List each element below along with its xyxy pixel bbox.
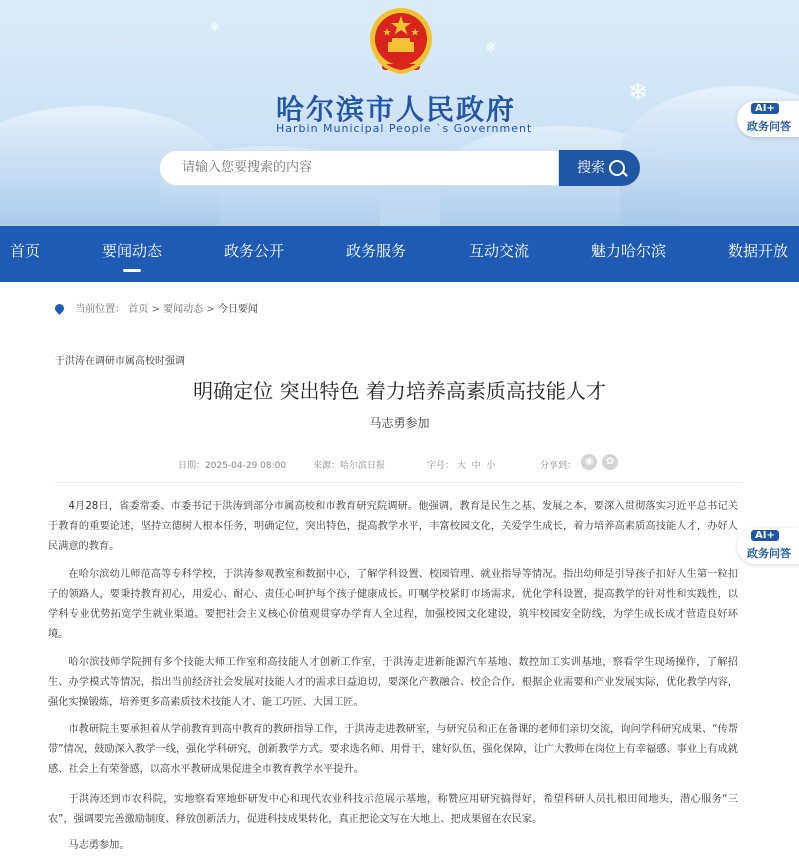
search-button[interactable]: [559, 150, 640, 186]
search-input[interactable]: [180, 159, 544, 176]
wechat-icon[interactable]: ✿: [602, 454, 618, 470]
divider: [55, 482, 743, 483]
article-paragraph: 在哈尔滨幼儿师范高等专科学校，于洪涛参观教室和数据中心，了解学科设置、校园管理、就业指导等情况。指出幼师是引导孩子扣好人生第一粒扣子的领路人，要秉持教育初心，用爱心、耐心、责任心呵护每个孩子健康成长。叮嘱学校紧盯市场需求，优化学科设置，提高教学的针对性和实践性，以学科专业优势拓宽学生就业渠道。要把社会主义核心价值观贯穿办学育人全过程，加强校园文化建设，筑牢校园安全防线，为学生成长成才营造良好环境。: [48, 569, 738, 640]
breadcrumb-separator: >: [151, 304, 164, 315]
article-paragraph: 哈尔滨技师学院拥有多个技能大师工作室和高技能人才创新工作室，于洪涛走进新能源汽车基地、数控加工实训基地，察看学生现场操作，了解招生、办学模式等情况，指出当前经济社会发展对技能人才的需求日益迫切，要深化产教融合、校企合作，根据企业需要和产业发展实际，优化教学内容，强化实操锻炼，培养更多高素质技术技能人才、能工巧匠、大国工匠。: [48, 657, 738, 708]
location-pin-icon: [53, 302, 66, 315]
nav-item-open-data[interactable]: 数据开放: [728, 242, 789, 260]
snowflake-icon: ❄: [210, 20, 221, 34]
snowflake-icon: ❄: [628, 78, 649, 106]
article-date: 日期：2025-04-29 08:00: [178, 461, 287, 471]
article-kicker: 于洪涛在调研市属高校时强调: [55, 356, 185, 367]
search-button-label: 搜索: [577, 160, 605, 176]
article-paragraph: 于洪涛还到市农科院，实地察看寒地虾研发中心和现代农业科技示范展示基地，称赞应用研究搞得好，希望科研人员扎根田间地头，潜心服务“三农”，强调要完善激励制度、释放创新活力，促进科技成果转化，真正把论文写在大地上、把成果留在农民家。: [48, 794, 738, 825]
article-paragraph: 4月28日，省委常委、市委书记于洪涛到部分市属高校和市教育研究院调研。他强调，教育是民生之基、发展之本，要深入贯彻落实习近平总书记关于教育的重要论述，坚持立德树人根本任务，明确定位，突出特色，提高教学水平，丰富校园文化，关爱学生成长，着力培养高素质高技能人才，办好人民满意的教育。: [48, 501, 738, 552]
national-emblem: [368, 6, 434, 80]
font-size-small[interactable]: 小: [486, 461, 496, 471]
article-paragraph: 市教研院主要承担着从学前教育到高中教育的教研指导工作，于洪涛走进教研室，与研究员和正在备课的老师们亲切交流，询问学科研究成果、“传帮带”情况，鼓励深入教学一线，强化学科研究，创新教学方式。要求选名师、用骨干，建好队伍，强化保障，让广大教师在岗位上有幸福感、事业上有成就感、社会上有荣誉感，以高水平教研成果促进全市教育教学水平提升。: [48, 724, 738, 775]
nav-item-news[interactable]: 要闻动态: [102, 226, 162, 282]
search-field[interactable]: [159, 150, 559, 186]
article-paragraph: 马志勇参加。: [68, 840, 130, 851]
breadcrumb-home[interactable]: 首页: [128, 304, 149, 315]
font-size-control: [427, 458, 495, 471]
article-source: 来源：哈尔滨日报: [313, 461, 386, 471]
nav-item-services[interactable]: 政务服务: [346, 242, 407, 260]
nav-item-charm-harbin[interactable]: 魅力哈尔滨: [591, 242, 667, 260]
ai-badge-tag: AI+: [751, 103, 779, 114]
article-title: 明确定位 突出特色 着力培养高素质高技能人才: [193, 379, 606, 403]
nav-item-interaction[interactable]: 互动交流: [469, 242, 530, 260]
ai-assistant-button-floating[interactable]: [737, 528, 799, 564]
site-subtitle: Harbin Municipal People `s Government: [276, 122, 533, 135]
breadcrumb-prefix: 当前位置：: [75, 304, 126, 315]
breadcrumb-separator: >: [206, 304, 218, 315]
ai-badge-tag: AI+: [751, 530, 779, 541]
header-banner: [0, 0, 799, 226]
ai-badge-label: 政务问答: [747, 120, 791, 133]
weibo-icon[interactable]: ◉: [581, 454, 597, 470]
breadcrumb-current: 今日要闻: [217, 304, 258, 315]
breadcrumb: [55, 300, 258, 315]
main-nav: [0, 226, 799, 282]
font-size-label: 字号：: [427, 461, 455, 471]
ai-assistant-button[interactable]: [737, 101, 799, 137]
font-size-large[interactable]: 大: [456, 461, 466, 471]
ai-badge-label: 政务问答: [747, 547, 791, 560]
site-title: 哈尔滨市人民政府: [276, 93, 517, 126]
snowflake-icon: ❄: [485, 40, 497, 56]
share-label: 分享到：: [540, 461, 577, 471]
search-icon: [609, 160, 625, 176]
article-subtitle: 马志勇参加: [369, 416, 430, 430]
font-size-medium[interactable]: 中: [471, 461, 481, 471]
nav-item-government-affairs[interactable]: 政务公开: [224, 242, 285, 260]
nav-item-home[interactable]: 首页: [10, 242, 41, 260]
breadcrumb-news[interactable]: 要闻动态: [163, 304, 204, 315]
